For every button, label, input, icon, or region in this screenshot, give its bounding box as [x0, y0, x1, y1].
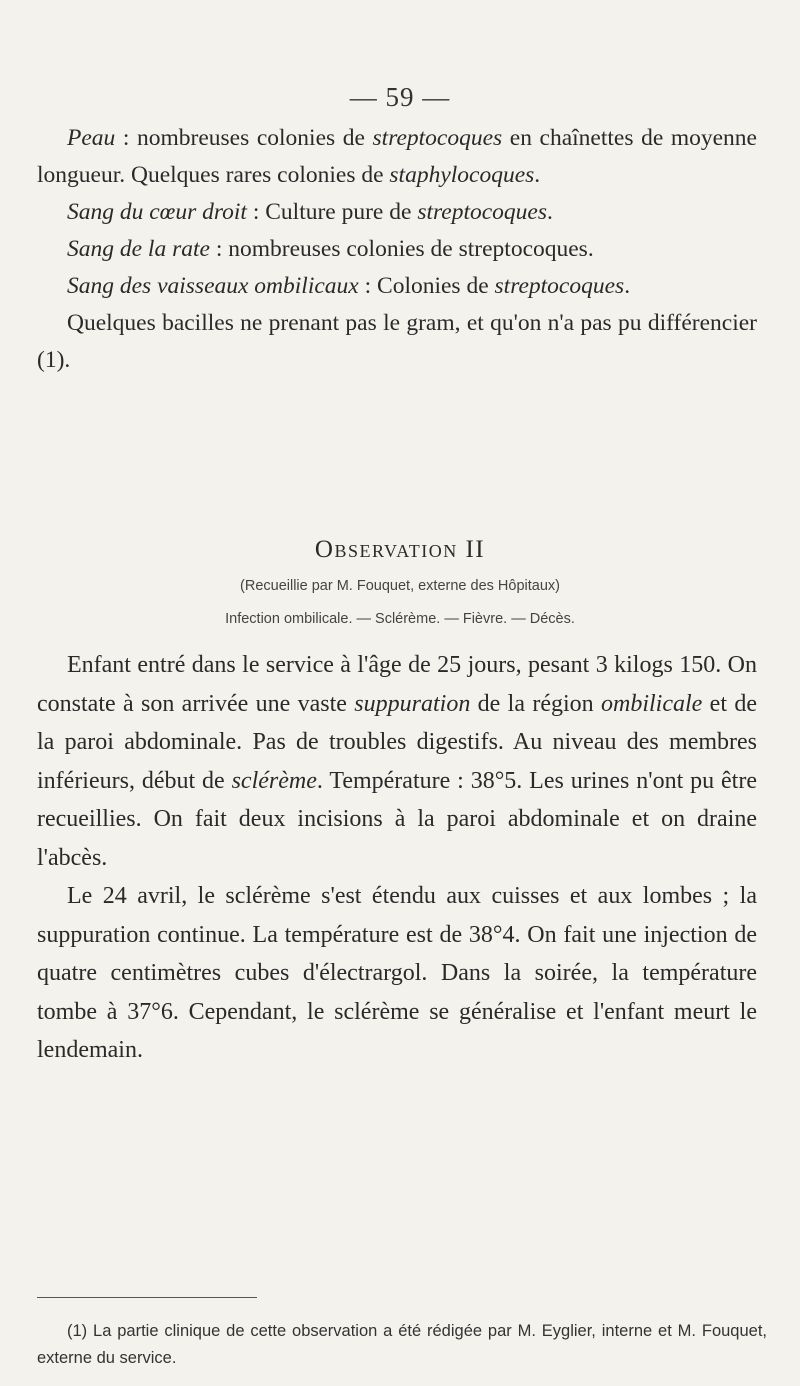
sang-vaisseaux-paragraph: Sang des vaisseaux ombilicaux : Colonies de streptocoques. [67, 273, 631, 299]
observation-summary: Infection ombilicale. — Sclérème. — Fièvre. — Décès. [225, 611, 575, 627]
observation-paragraph-1: Enfant entré dans le service à l'âge de 25 jours, pesant 3 kilogs 150. On constate à son arrivée une vaste suppuration de la région ombilicale et de la paroi abdominale. Pas de troubles digestifs. Au niveau des membres inférieurs, début de sclérème. Température : 38°5. Les urines n'ont pu être recueillies. On fait deux incisions à la paroi abdominale et on draine l'abcès. [37, 652, 757, 871]
sang-coeur-label: Sang du cœur droit [67, 199, 247, 225]
footnote-text: (1) La partie clinique de cette observation a été rédigée par M. Eyglier, interne et M. Fouquet, externe du service. [37, 1322, 767, 1367]
footnote-divider [37, 1297, 257, 1298]
footnote [37, 1318, 767, 1372]
bacilles-paragraph: Quelques bacilles ne prenant pas le gram, et qu'on n'a pas pu différencier (1). [37, 310, 757, 373]
peau-paragraph: Peau : nombreuses colonies de streptocoques en chaînettes de moyenne longueur. Quelques rares colonies de staphylocoques. [37, 125, 757, 188]
observation-paragraph-2: Le 24 avril, le sclérème s'est étendu aux cuisses et aux lombes ; la suppuration continue. La température est de 38°4. On fait une injection de quatre centimètres cubes d'électrargol. Dans la soirée, la température tombe à 37°6. Cependant, le sclérème se généralise et l'enfant meurt le lendemain. [37, 883, 757, 1063]
observation-title: Observation II [314, 536, 486, 563]
observation-body [37, 646, 757, 1070]
sang-rate-label: Sang de la rate [67, 236, 210, 262]
sang-coeur-paragraph: Sang du cœur droit : Culture pure de streptocoques. [67, 199, 553, 225]
sang-vaisseaux-label: Sang des vaisseaux ombilicaux [67, 273, 359, 299]
peau-label: Peau [67, 125, 116, 151]
culture-results [37, 120, 757, 379]
sang-rate-paragraph: Sang de la rate : nombreuses colonies de streptocoques. [67, 236, 594, 262]
page-number: — 59 — [349, 82, 451, 112]
observation-credit: (Recueillie par M. Fouquet, externe des Hôpitaux) [240, 578, 560, 594]
